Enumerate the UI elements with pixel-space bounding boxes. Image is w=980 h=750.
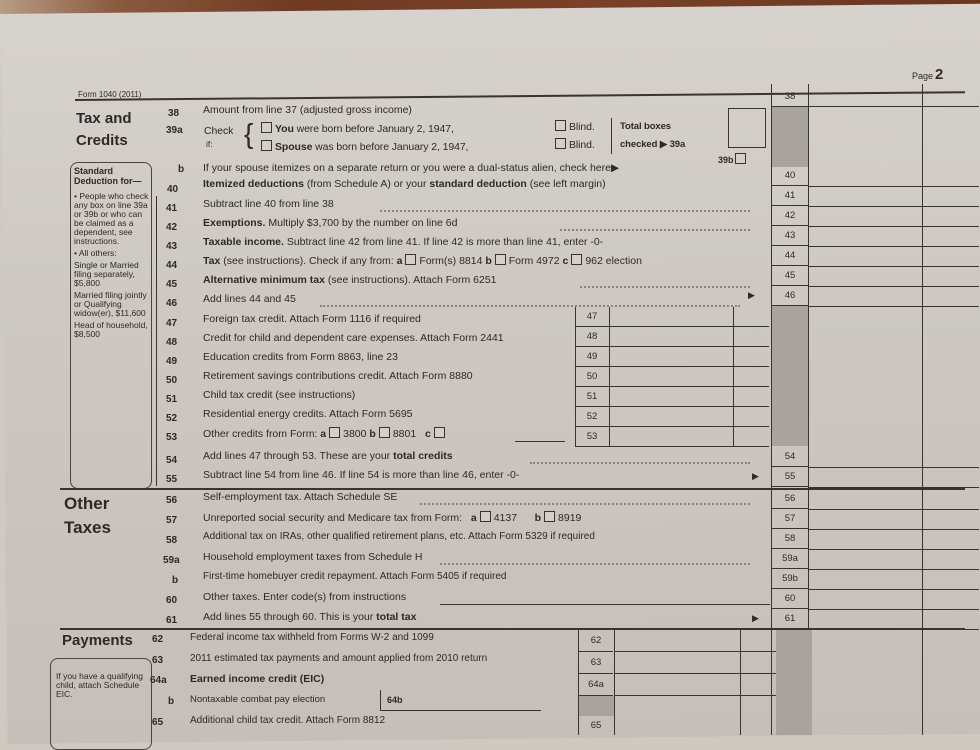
section-other-taxes: Other Taxes (64, 494, 111, 537)
line-num-61: 61 (166, 615, 178, 626)
shaded-cell (579, 696, 614, 716)
other-form-checkbox[interactable] (434, 427, 445, 438)
mid-label-51: 51 (575, 387, 609, 407)
line-39b-code: 39b (718, 153, 749, 165)
line-num-50: 50 (166, 375, 178, 386)
brace: { (244, 118, 254, 149)
amount-input-52[interactable] (609, 407, 769, 427)
line-59b-text: First-time homebuyer credit repayment. Attach Form 5405 if required (203, 571, 507, 582)
amount-input-49[interactable] (609, 347, 769, 367)
line-42-text: Exemptions. Multiply $3,700 by the number on line 6d (203, 217, 458, 229)
line-num-59a: 59a (163, 555, 180, 566)
form-8801-checkbox[interactable] (379, 427, 390, 438)
line-38-text: Amount from line 37 (adjusted gross income) (203, 104, 412, 116)
form-3800-checkbox[interactable] (329, 427, 340, 438)
amount-input-63[interactable] (614, 652, 776, 674)
amount-input-64a[interactable] (614, 674, 776, 696)
combat-pay-input[interactable]: 64b (380, 690, 541, 711)
line-53-text: Other credits from Form: a 3800 b 8801 c (203, 427, 448, 440)
line-num-39a: 39a (166, 125, 183, 136)
mid-label-63: 63 (579, 652, 613, 674)
amount-input-59a[interactable] (809, 550, 979, 570)
line-num-41: 41 (166, 203, 178, 214)
shaded-cell (772, 107, 808, 167)
line-61-text: Add lines 55 through 60. This is your total tax (203, 611, 417, 623)
line-63-text: 2011 estimated tax payments and amount applied from 2010 return (190, 653, 488, 664)
line-num-45: 45 (166, 279, 178, 290)
line-47-text: Foreign tax credit. Attach Form 1116 if required (203, 313, 421, 325)
amount-input-45[interactable] (809, 267, 979, 287)
amount-input-50[interactable] (609, 367, 769, 387)
born-before-checkbox[interactable] (261, 122, 272, 133)
line-num-44: 44 (166, 260, 178, 271)
eic-text: If you have a qualifying child, attach Schedule EIC. (56, 671, 143, 699)
amount-input-51[interactable] (609, 387, 769, 407)
mid-label-52: 52 (575, 407, 609, 427)
leader-dots (440, 563, 750, 565)
arrow-icon: ▶ (752, 613, 759, 623)
form-8919-checkbox[interactable] (544, 511, 555, 522)
line-num-64b: b (168, 696, 175, 707)
amount-input-57[interactable] (809, 510, 979, 530)
form-8814-checkbox[interactable] (405, 254, 416, 265)
amount-input-59b[interactable] (809, 570, 979, 590)
dual-status-checkbox[interactable] (735, 153, 746, 164)
if-label: if: (206, 139, 213, 149)
mid-label-64a: 64a (579, 674, 613, 696)
line-54-text: Add lines 47 through 53. These are your total credits (203, 450, 453, 462)
line-num-40: 40 (167, 184, 179, 195)
line-58-text: Additional tax on IRAs, other qualified retirement plans, etc. Attach Form 5329 if required (203, 531, 595, 542)
leader-dots (380, 210, 750, 212)
form-label: Form 1040 (2011) (78, 90, 142, 99)
amount-input-53[interactable] (609, 427, 769, 447)
blind-checkbox[interactable] (555, 120, 566, 131)
arrow-icon: ▶ (748, 290, 755, 300)
amount-input-56[interactable] (809, 490, 979, 510)
arrow-icon: ▶ (752, 471, 759, 481)
line-48-text: Credit for child and dependent care expenses. Attach Form 2441 (203, 332, 504, 344)
line-num-49: 49 (166, 356, 178, 367)
total-boxes-label: Total boxes checked ▶ 39a (620, 121, 686, 150)
right-label-58: 58 (772, 530, 808, 549)
amount-input-40[interactable] (809, 167, 979, 187)
other-form-input[interactable] (515, 441, 565, 442)
line-num-51: 51 (166, 394, 178, 405)
line-num-38: 38 (168, 108, 180, 119)
line-57-text: Unreported social security and Medicare tax from Form: a 4137 b 8919 (203, 512, 582, 524)
amount-input-61[interactable] (809, 610, 979, 630)
line-59a-text: Household employment taxes from Schedule H (203, 551, 423, 563)
line-num-59b: b (172, 575, 179, 586)
line-num-62: 62 (152, 634, 164, 645)
right-label-57: 57 (772, 510, 808, 529)
line-41-text: Subtract line 40 from line 38 (203, 198, 334, 210)
total-boxes-input[interactable] (728, 108, 766, 148)
other-taxes-code-input[interactable] (440, 604, 770, 605)
amount-input-54[interactable] (809, 448, 979, 468)
right-label-43: 43 (772, 227, 808, 246)
mid-label-53: 53 (575, 427, 609, 447)
line-39a-you: You were born before January 2, 1947, (258, 122, 454, 135)
line-num-52: 52 (166, 413, 178, 424)
line-51-text: Child tax credit (see instructions) (203, 389, 356, 401)
amount-input-48[interactable] (609, 327, 769, 347)
line-num-54: 54 (166, 455, 178, 466)
amount-input-42[interactable] (809, 207, 979, 227)
line-num-43: 43 (166, 241, 178, 252)
blind-spouse: Blind. (552, 138, 595, 151)
line-num-57: 57 (166, 515, 178, 526)
section-payments: Payments (62, 632, 133, 649)
amount-input-47[interactable] (609, 307, 769, 327)
right-label-45: 45 (772, 267, 808, 286)
leader-dots (580, 286, 750, 288)
line-44-text: Tax (see instructions). Check if any from: a Form(s) 8814 b Form 4972 c 962 election (203, 255, 642, 267)
right-label-55: 55 (772, 468, 808, 487)
line-num-48: 48 (166, 337, 178, 348)
line-40-text: Itemized deductions (from Schedule A) or your standard deduction (see left margin) (203, 178, 606, 190)
shaded-cell (776, 630, 812, 735)
amount-input-44[interactable] (809, 247, 979, 267)
standard-deduction-text: Standard Deduction for— • People who check any box on line 39a or 39b or who can be claimed as a dependent, see instructions. • All others: Single or Married filing separately, $5,800 Married filing jointly or Qualifying widow(er), $11,600 Head of household, $8,500 (74, 166, 149, 339)
spouse-blind-checkbox[interactable] (555, 138, 566, 149)
line-45-text: Alternative minimum tax (see instructions). Attach Form 6251 (203, 274, 497, 286)
right-label-44: 44 (772, 247, 808, 266)
right-label-46: 46 (772, 287, 808, 306)
mid-label-62: 62 (579, 630, 613, 652)
amount-input-38[interactable] (809, 88, 979, 107)
line-65-text: Additional child tax credit. Attach Form 8812 (190, 715, 386, 726)
line-num-56: 56 (166, 495, 178, 506)
form-4137-checkbox[interactable] (480, 511, 491, 522)
amount-input-46[interactable] (809, 287, 979, 307)
line-39a-spouse: Spouse was born before January 2, 1947, (258, 140, 468, 153)
right-label-40: 40 (772, 167, 808, 186)
line-num-47: 47 (166, 318, 178, 329)
amount-input-41[interactable] (809, 187, 979, 207)
amount-input-62[interactable] (614, 630, 776, 652)
line-64a-text: Earned income credit (EIC) (190, 673, 325, 685)
amount-input-43[interactable] (809, 227, 979, 247)
amount-input-55[interactable] (809, 468, 979, 488)
leader-dots (420, 503, 750, 505)
line-num-55: 55 (166, 474, 178, 485)
right-label-59a: 59a (772, 550, 808, 569)
line-39b-text: If your spouse itemizes on a separate return or you were a dual-status alien, check here▶ (203, 162, 620, 174)
right-label-61: 61 (772, 610, 808, 629)
right-label-41: 41 (772, 187, 808, 206)
mid-label-47: 47 (575, 307, 609, 327)
page-indicator: Page 2 (912, 66, 944, 83)
right-label-59b: 59b (772, 570, 808, 589)
line-64b-text: Nontaxable combat pay election (190, 694, 326, 705)
bracket-rule (156, 196, 157, 486)
blind-bracket (611, 118, 612, 154)
section-tax-and-credits: Tax and Credits (76, 110, 132, 149)
line-43-text: Taxable income. Subtract line 42 from line 41. If line 42 is more than line 41, enter -0- (203, 236, 604, 248)
right-label-38: 38 (772, 88, 808, 107)
right-label-54: 54 (772, 448, 808, 467)
leader-dots (560, 229, 750, 231)
line-60-text: Other taxes. Enter code(s) from instructions (203, 591, 407, 603)
form-4972-checkbox[interactable] (495, 254, 506, 265)
amount-input-58[interactable] (809, 530, 979, 550)
line-num-58: 58 (166, 535, 178, 546)
spouse-born-before-checkbox[interactable] (261, 140, 272, 151)
line-num-53: 53 (166, 432, 178, 443)
line-num-42: 42 (166, 222, 178, 233)
mid-label-49: 49 (575, 347, 609, 367)
line-49-text: Education credits from Form 8863, line 23 (203, 351, 398, 363)
leader-dots (530, 462, 750, 464)
right-label-60: 60 (772, 590, 808, 609)
mid-label-48: 48 (575, 327, 609, 347)
line-56-text: Self-employment tax. Attach Schedule SE (203, 491, 398, 503)
962-election-checkbox[interactable] (571, 254, 582, 265)
shaded-cell (772, 306, 808, 446)
line-50-text: Retirement savings contributions credit. Attach Form 8880 (203, 370, 473, 382)
right-label-42: 42 (772, 207, 808, 226)
line-num-65: 65 (152, 717, 164, 728)
line-num-64a: 64a (150, 675, 167, 686)
mid-label-65: 65 (590, 720, 602, 731)
check-label: Check (204, 125, 234, 137)
line-num-39b: b (178, 164, 185, 175)
amount-input-60[interactable] (809, 590, 979, 610)
line-62-text: Federal income tax withheld from Forms W-2 and 1099 (190, 632, 434, 643)
blind-you: Blind. (552, 120, 595, 133)
line-52-text: Residential energy credits. Attach Form 5695 (203, 408, 413, 420)
line-num-63: 63 (152, 655, 164, 666)
line-num-46: 46 (166, 298, 178, 309)
line-55-text: Subtract line 54 from line 46. If line 54 is more than line 46, enter -0- (203, 469, 520, 481)
right-label-56: 56 (772, 490, 808, 509)
mid-label-50: 50 (575, 367, 609, 387)
line-num-60: 60 (166, 595, 178, 606)
line-46-text: Add lines 44 and 45 (203, 293, 296, 305)
